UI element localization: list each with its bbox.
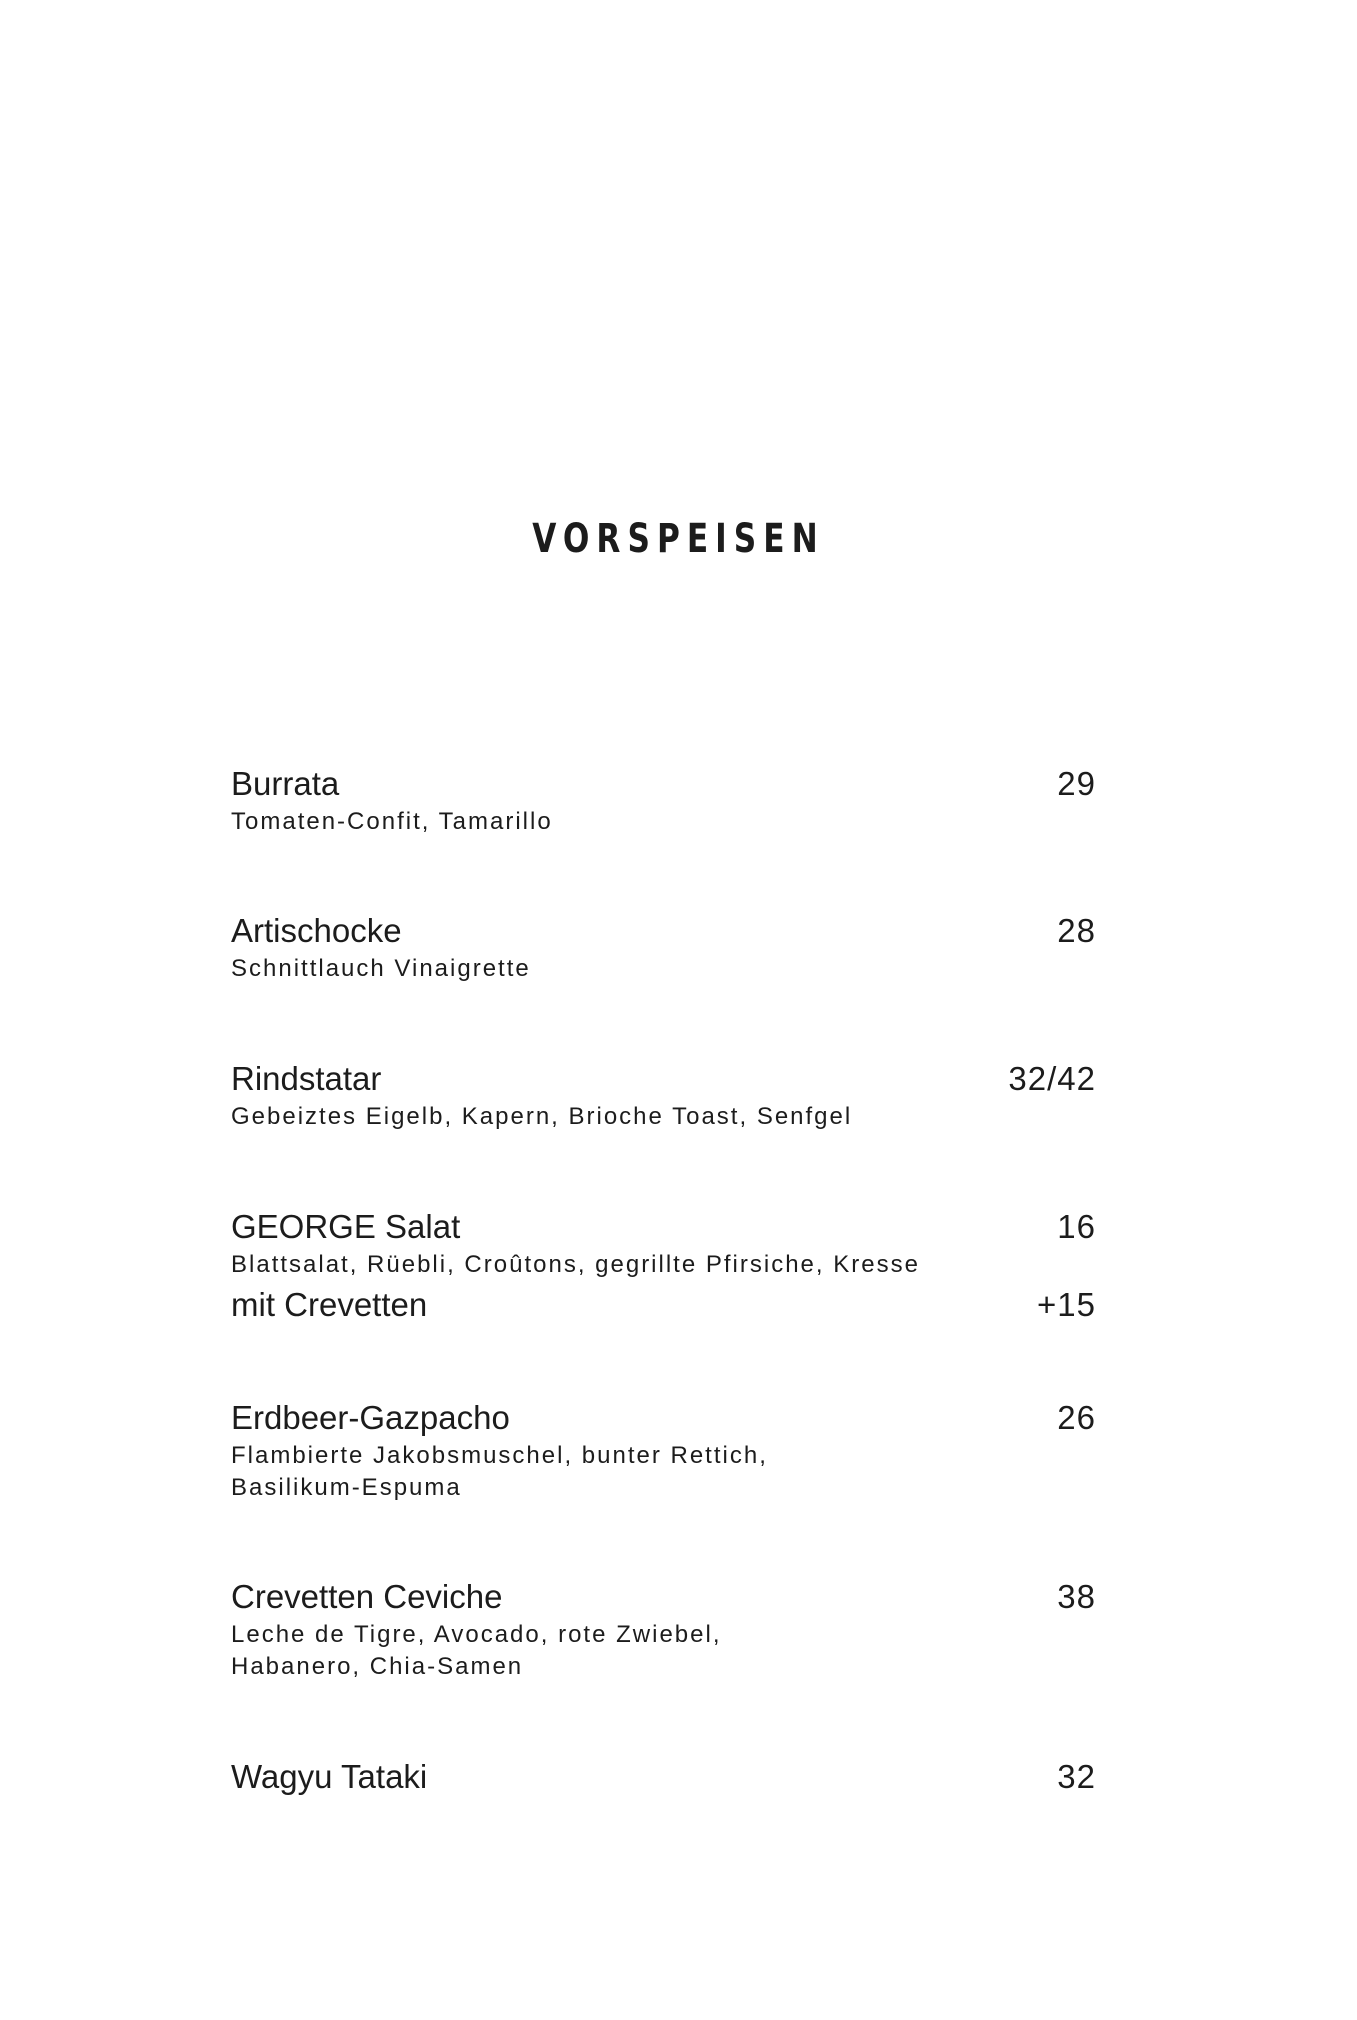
menu-item-crevetten-ceviche [231, 1577, 1096, 1683]
dish-price: 29 [1057, 765, 1096, 802]
dish-description-line-2: Habanero, Chia-Samen [231, 1653, 524, 1680]
menu-item-header [231, 1207, 1096, 1247]
menu-item-header [231, 1757, 1096, 1797]
dish-description: Schnittlauch Vinaigrette [231, 955, 531, 982]
menu-item-erdbeer-gazpacho [231, 1398, 1096, 1504]
menu-item-george-salat [231, 1207, 1096, 1325]
dish-name: Wagyu Tataki [231, 1758, 428, 1795]
menu-item-header [231, 1398, 1096, 1438]
menu-item-header [231, 911, 1096, 951]
addon-name: mit Crevetten [231, 1286, 428, 1323]
section-title: VORSPEISEN [532, 516, 825, 562]
dish-price: 38 [1057, 1578, 1096, 1615]
dish-price: 16 [1057, 1208, 1096, 1245]
dish-price: 32 [1057, 1758, 1096, 1795]
menu-list [231, 764, 1096, 1797]
dish-name: Rindstatar [231, 1060, 382, 1097]
menu-item-rindstatar [231, 1059, 1096, 1133]
dish-description: Tomaten-Confit, Tamarillo [231, 808, 553, 835]
dish-name: Artischocke [231, 912, 402, 949]
menu-item-burrata [231, 764, 1096, 838]
dish-addon [231, 1285, 1096, 1325]
dish-description: Gebeiztes Eigelb, Kapern, Brioche Toast, Senfgel [231, 1103, 853, 1130]
dish-description: Blattsalat, Rüebli, Croûtons, gegrillte Pfirsiche, Kresse [231, 1251, 920, 1278]
menu-item-artischocke [231, 911, 1096, 985]
dish-description-line-2: Basilikum-Espuma [231, 1474, 462, 1501]
dish-price: 28 [1057, 912, 1096, 949]
dish-name: Burrata [231, 765, 340, 802]
dish-name: GEORGE Salat [231, 1208, 461, 1245]
addon-price: +15 [1037, 1286, 1096, 1323]
dish-price: 26 [1057, 1399, 1096, 1436]
dish-price: 32/42 [1008, 1060, 1096, 1097]
menu-item-wagyu-tataki [231, 1757, 1096, 1797]
dish-description: Flambierte Jakobsmuschel, bunter Rettich, [231, 1442, 768, 1469]
dish-name: Crevetten Ceviche [231, 1578, 503, 1615]
menu-item-header [231, 1059, 1096, 1099]
menu-item-header [231, 764, 1096, 804]
dish-name: Erdbeer-Gazpacho [231, 1399, 510, 1436]
menu-item-header [231, 1577, 1096, 1617]
dish-description: Leche de Tigre, Avocado, rote Zwiebel, [231, 1621, 722, 1648]
